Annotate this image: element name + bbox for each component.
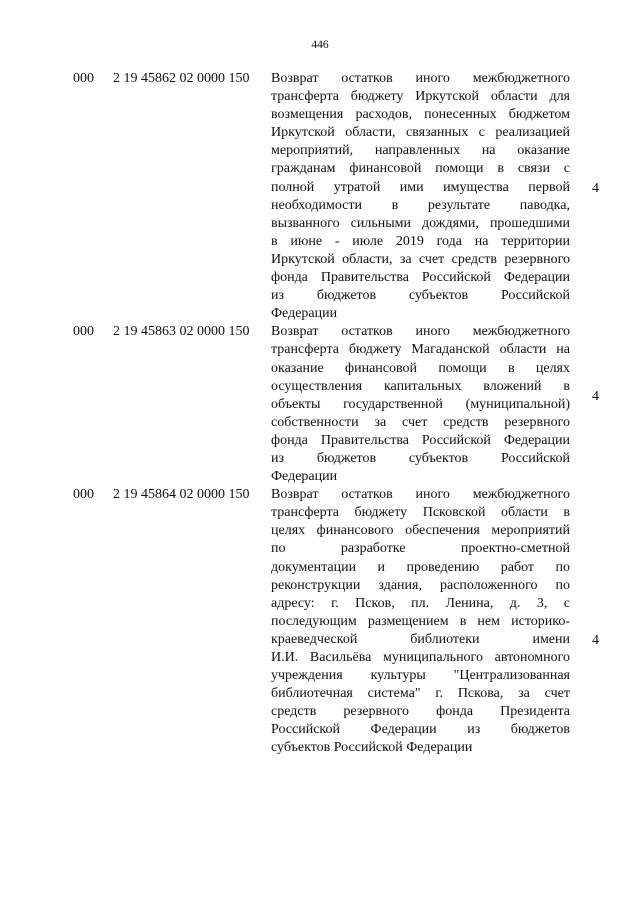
revenue-name-line: библиотечная система" г. Пскова, за счет bbox=[271, 686, 570, 702]
revenue-name-line: трансферта бюджету Магаданской области на bbox=[271, 342, 570, 358]
revenue-name-line: целях финансового обеспечения мероприятий bbox=[271, 523, 570, 539]
admin-code: 000 bbox=[73, 324, 94, 340]
revenue-name-line: объекты государственной (муниципальной) bbox=[271, 396, 570, 412]
revenue-name-line: субъектов Российской Федерации bbox=[271, 740, 473, 756]
budget-classification-code: 2 19 45864 02 0000 150 bbox=[113, 487, 250, 503]
admin-code: 000 bbox=[73, 71, 94, 86]
revenue-name-line: оказание финансовой помощи в целях bbox=[271, 360, 570, 376]
table-row bbox=[0, 486, 640, 757]
revenue-name-line: трансферта бюджету Иркутской области для bbox=[271, 89, 570, 105]
revenue-name-line: в июне - июле 2019 года на территории bbox=[271, 233, 570, 249]
revenue-name-line: из бюджетов субъектов Российской bbox=[271, 450, 570, 466]
revenue-name-line: по разработке проектно-сметной bbox=[271, 541, 570, 557]
revenue-name-line: фонда Правительства Российской Федерации bbox=[271, 432, 570, 448]
budget-classification-code: 2 19 45863 02 0000 150 bbox=[113, 324, 250, 340]
table-row bbox=[0, 70, 640, 323]
budget-classification-code: 2 19 45862 02 0000 150 bbox=[113, 71, 250, 86]
amount: 4 bbox=[592, 181, 599, 196]
page-number: 446 bbox=[311, 39, 329, 51]
revenue-name-line: необходимости в результате паводка, bbox=[271, 197, 570, 213]
revenue-name-line: Иркутской области, связанных с реализацией bbox=[271, 125, 570, 141]
revenue-name-line: Федерации bbox=[271, 469, 338, 485]
revenue-name-line: мероприятий, направленных на оказание bbox=[271, 143, 570, 159]
revenue-name-line: адресу: г. Псков, пл. Ленина, д. 3, с bbox=[271, 595, 570, 611]
revenue-name bbox=[271, 486, 570, 757]
revenue-name-line: средств резервного фонда Президента bbox=[271, 704, 570, 720]
revenue-name-line: гражданам финансовой помощи в связи с bbox=[271, 161, 570, 177]
revenue-name-line: Возврат остатков иного межбюджетного bbox=[271, 487, 570, 503]
amount: 4 bbox=[592, 633, 599, 649]
revenue-name-line: полной утратой ими имущества первой bbox=[271, 179, 570, 195]
table-row bbox=[0, 323, 640, 486]
revenue-name-line: вызванного сильными дождями, прошедшими bbox=[271, 215, 570, 231]
revenue-name-line: учреждения культуры "Централизованная bbox=[271, 668, 570, 684]
revenue-name-line: Российской Федерации из бюджетов bbox=[271, 722, 570, 738]
revenue-name-line: краеведческой библиотеки имени bbox=[271, 631, 570, 647]
admin-code: 000 bbox=[73, 487, 94, 503]
revenue-name-line: возмещения расходов, понесенных бюджетом bbox=[271, 107, 570, 123]
revenue-name-line: осуществления капитальных вложений в bbox=[271, 378, 570, 394]
revenue-name-line: трансферта бюджету Псковской области в bbox=[271, 505, 570, 521]
revenue-name-line: документации и проведению работ по bbox=[271, 559, 570, 575]
revenue-name-line: Возврат остатков иного межбюджетного bbox=[271, 324, 570, 340]
revenue-name bbox=[271, 323, 570, 486]
budget-table bbox=[0, 70, 640, 758]
revenue-name-line: реконструкции здания, расположенного по bbox=[271, 577, 570, 593]
amount: 4 bbox=[592, 389, 599, 405]
revenue-name bbox=[271, 70, 570, 323]
revenue-name-line: собственности за счет средств резервного bbox=[271, 414, 570, 430]
revenue-name-line: последующим размещением в нем историко- bbox=[271, 613, 570, 629]
revenue-name-line: Иркутской области, за счет средств резервного bbox=[271, 251, 570, 267]
revenue-name-line: из бюджетов субъектов Российской bbox=[271, 288, 570, 304]
revenue-name-line: Возврат остатков иного межбюджетного bbox=[271, 71, 570, 86]
revenue-name-line: фонда Правительства Российской Федерации bbox=[271, 270, 570, 286]
revenue-name-line: И.И. Васильёва муниципального автономного bbox=[271, 650, 570, 665]
revenue-name-line: Федерации bbox=[271, 306, 338, 322]
